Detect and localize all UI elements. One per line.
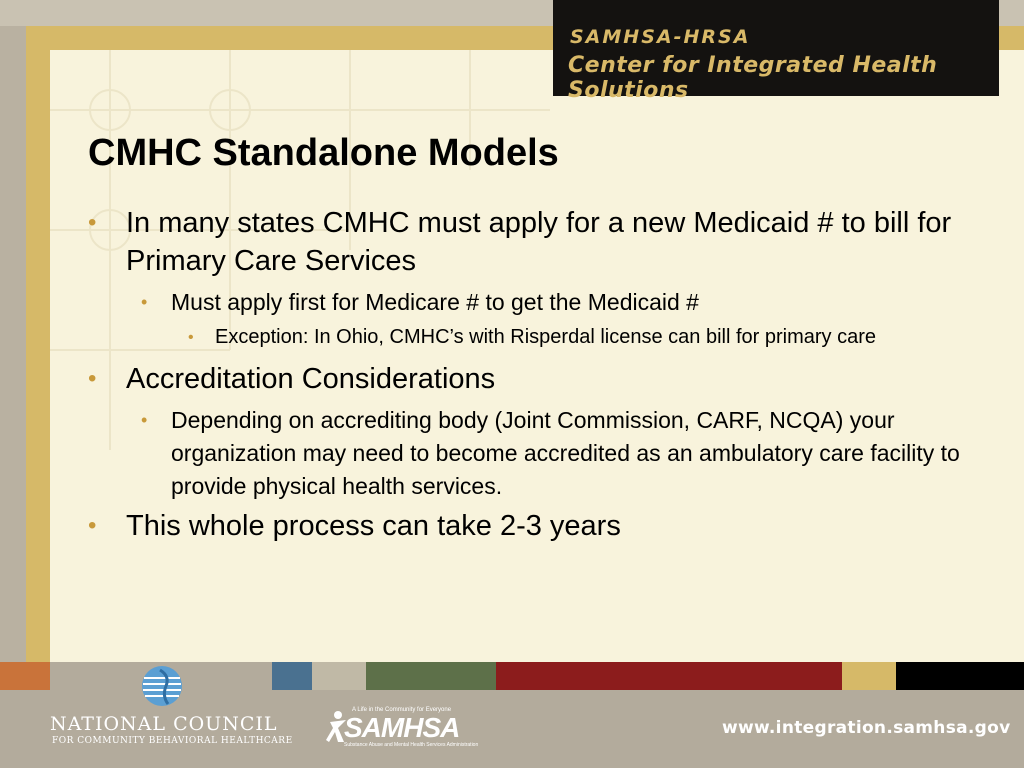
slide-title: CMHC Standalone Models [88,132,559,174]
sub-bullet-medicare: • Must apply first for Medicare # to get the Medicaid # [88,286,988,319]
gold-border-left [26,26,50,666]
color-strip-orange [0,662,50,690]
samhsa-logo-text: SAMHSA [344,712,460,743]
sub-sub-bullet-exception: • Exception: In Ohio, CMHC’s with Risperdal license can bill for primary care [88,323,915,352]
color-strip-gold [842,662,896,690]
national-council-globe-icon [140,664,184,708]
color-strip-tan [312,662,366,690]
national-council-name: NATIONAL COUNCIL [50,713,278,735]
color-strip-red [496,662,842,690]
bullet-medicaid: • In many states CMHC must apply for a new Medicaid # to bill for Primary Care Services [88,204,988,280]
header-center-name: Center for Integrated Health Solutions [568,53,938,103]
color-strip-blue [272,662,312,690]
frame-left [0,26,26,666]
bullet-accreditation: • Accreditation Considerations [88,360,988,398]
bullet-list [88,204,988,551]
header-org: SAMHSA-HRSA [570,26,751,48]
website-url: www.integration.samhsa.gov [722,718,1011,738]
bullet-timeline: • This whole process can take 2-3 years [88,507,988,545]
color-strip-black [896,662,1024,690]
color-strip-green [366,662,496,690]
samhsa-tagline: A Life in the Community for Everyone [352,707,452,713]
samhsa-subtitle: Substance Abuse and Mental Health Services Administration [344,742,479,748]
national-council-subtitle: FOR COMMUNITY BEHAVIORAL HEALTHCARE [52,736,293,746]
sub-bullet-accrediting-body: • Depending on accrediting body (Joint Commission, CARF, NCQA) your organization may need to become accredited as an ambulatory care facility to provide physical health services. [88,404,971,503]
